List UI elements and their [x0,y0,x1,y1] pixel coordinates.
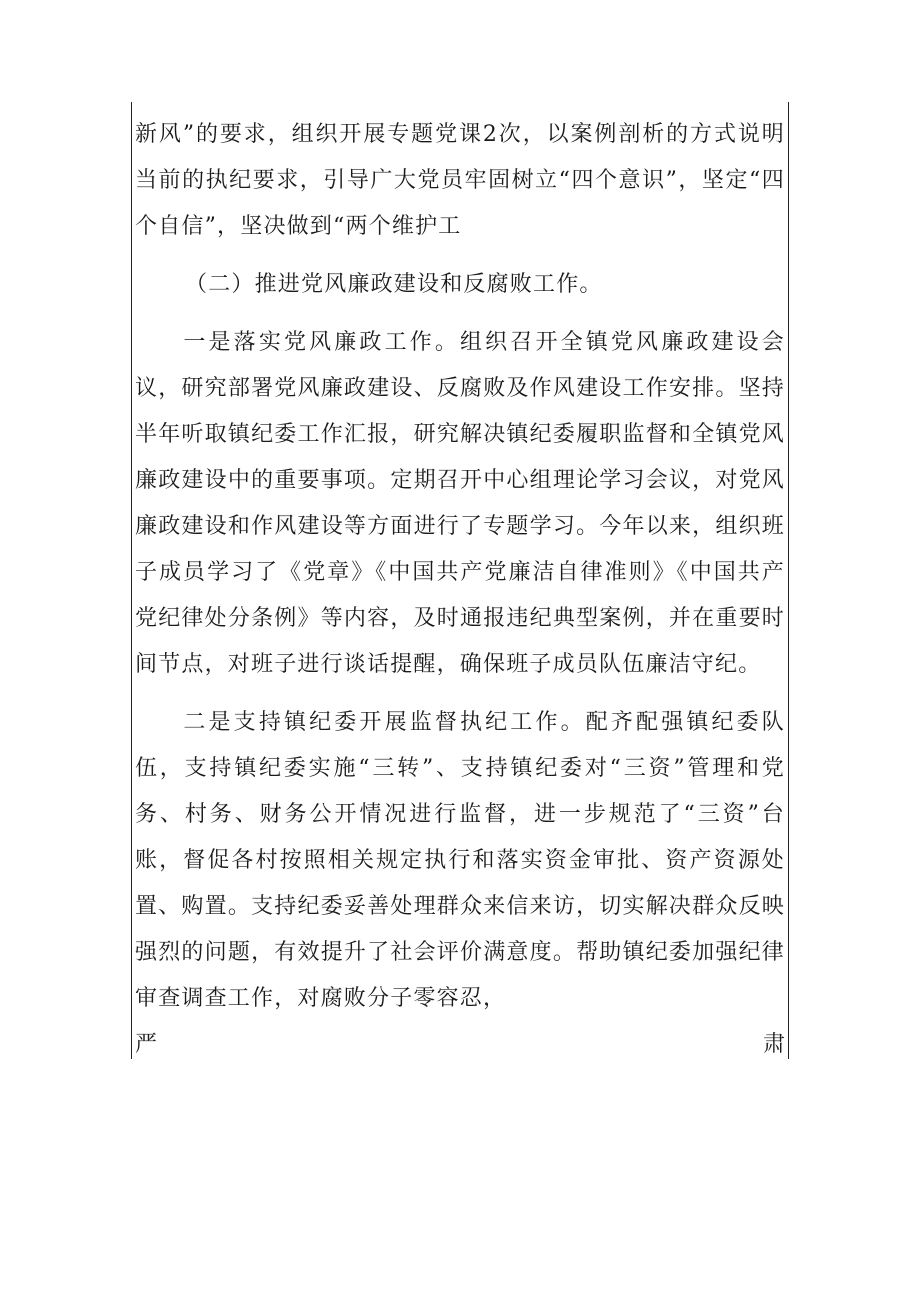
final-line [135,1022,785,1068]
section-heading: （二）推进党风廉政建设和反腐败工作。 [185,272,603,297]
document-body [135,112,785,1068]
paragraph-supervision: 二是支持镇纪委开展监督执纪工作。配齐配强镇纪委队伍，支持镇纪委实施“三转”、支持镇纪委对“三资”管理和党务、村务、财务公开情况进行监督，进一步规范了“三资”台账，督促各村按照相关规定执行和落实资金审批、资产资源处置、购置。支持纪委妥善处理群众来信来访，切实解决群众反映强烈的问题，有效提升了社会评价满意度。帮助镇纪委加强纪律审查调查工作，对腐败分子零容忍， [135,710,785,1011]
paragraph-intro: 新风”的要求，组织开展专题党课2次，以案例剖析的方式说明当前的执纪要求，引导广大党员牢固树立“四个意识”，坚定“四个自信”，坚决做到“两个维护工 [135,122,785,239]
table-left-border [131,102,132,1059]
paragraph-anti-corruption: 一是落实党风廉政工作。组织召开全镇党风廉政建设会议，研究部署党风廉政建设、反腐败及作风建设工作安排。坚持半年听取镇纪委工作汇报，研究解决镇纪委履职监督和全镇党风廉政建设中的重要事项。定期召开中心组理论学习会议，对党风廉政建设和作风建设等方面进行了专题学习。今年以来，组织班子成员学习了《党章》《中国共产党廉洁自律准则》《中国共产党纪律处分条例》等内容，及时通报违纪典型案例，并在重要时间节点，对班子进行谈话提醒，确保班子成员队伍廉洁守纪。 [135,330,785,677]
final-line-left-char: 严 [135,1032,158,1057]
table-right-border [788,102,789,1059]
final-line-right-char: 肃 [762,1032,785,1057]
